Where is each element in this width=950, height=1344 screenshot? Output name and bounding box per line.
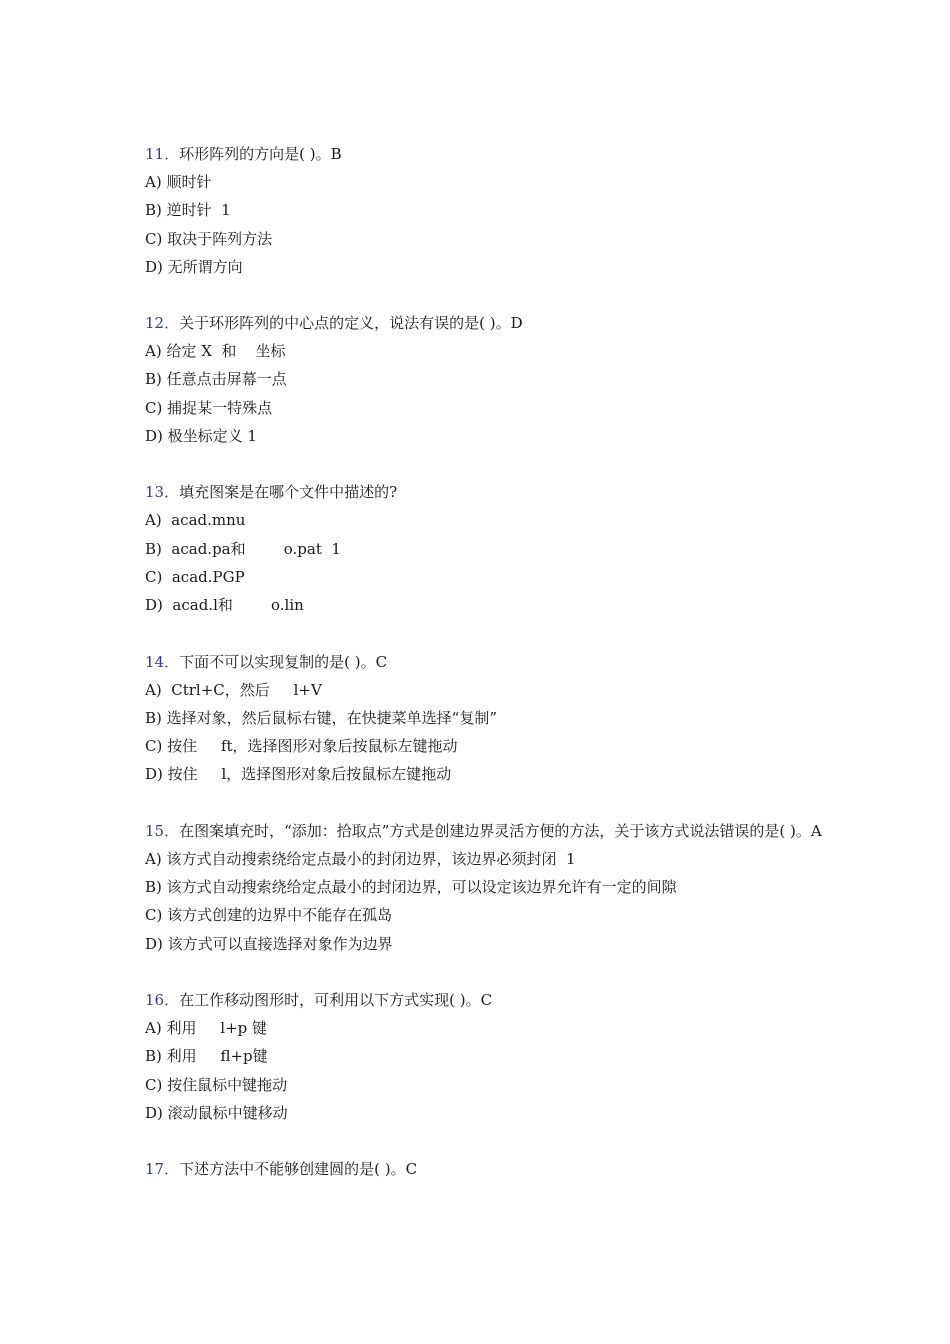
question-number: 15． (145, 821, 180, 840)
option-d: D) 该方式可以直接选择对象作为边界 (145, 934, 393, 953)
option-b: B) 任意点击屏幕一点 (145, 370, 287, 389)
option-b: B) 选择对象，然后鼠标右键，在快捷菜单选择“复制” (145, 708, 497, 727)
option-d: D) 无所谓方向 (145, 257, 243, 276)
option-a: A) 该方式自动搜索绕给定点最小的封闭边界，该边界必须封闭 1 (145, 849, 576, 868)
question-title (145, 986, 825, 1014)
option-c: C) 取决于阵列方法 (145, 229, 273, 248)
question-title (145, 817, 825, 845)
question-11 (145, 140, 825, 281)
question-title (145, 478, 825, 506)
question-text: 在工作移动图形时，可利用以下方式实现( )。C (179, 990, 493, 1009)
question-15 (145, 817, 825, 958)
option-b: B) acad.pa和 o.pat 1 (145, 539, 341, 558)
option-a: A) 顺时针 (145, 173, 212, 191)
question-number: 11． (145, 145, 180, 163)
question-number: 17． (145, 1160, 180, 1179)
question-text: 下面不可以实现复制的是( )。C (179, 652, 388, 671)
question-16 (145, 986, 825, 1127)
question-text: 下述方法中不能够创建圆的是( )。C (179, 1160, 418, 1179)
question-title (145, 309, 825, 337)
option-b: B) 该方式自动搜索绕给定点最小的封闭边界，可以设定该边界允许有一定的间隙 (145, 878, 677, 897)
question-text: 在图案填充时，“添加：拾取点”方式是创建边界灵活方便的方法，关于该方式说法错误的是( )。A (179, 821, 822, 840)
question-number: 13． (145, 483, 180, 502)
option-c: C) 该方式创建的边界中不能存在孤岛 (145, 906, 393, 925)
question-title (145, 1155, 825, 1183)
question-title (145, 140, 825, 168)
option-d: D) 按住 l，选择图形对象后按鼠标左键拖动 (145, 765, 452, 784)
question-number: 16． (145, 990, 180, 1009)
question-number: 14． (145, 652, 180, 671)
option-d: D) 滚动鼠标中键移动 (145, 1103, 288, 1122)
question-12 (145, 309, 825, 450)
option-d: D) 极坐标定义 1 (145, 427, 257, 446)
option-c: C) 捕捉某一特殊点 (145, 398, 273, 417)
option-a: A) Ctrl+C，然后 l+V (145, 680, 322, 699)
question-title (145, 648, 825, 676)
option-b: B) 逆时针 1 (145, 201, 231, 220)
option-d: D) acad.l和 o.lin (145, 596, 304, 615)
option-c: C) acad.PGP (145, 567, 245, 586)
question-number: 12． (145, 314, 180, 333)
option-a: A) 利用 l+p 键 (145, 1018, 268, 1037)
option-b: B) 利用 fl+p键 (145, 1047, 268, 1066)
question-text: 关于环形阵列的中心点的定义，说法有误的是( )。D (179, 314, 523, 333)
option-a: A) acad.mnu (145, 511, 246, 530)
question-text: 环形阵列的方向是( )。B (179, 145, 342, 163)
option-a: A) 给定 X 和 坐标 (145, 342, 286, 361)
question-17 (145, 1155, 825, 1183)
question-13 (145, 478, 825, 619)
option-c: C) 按住鼠标中键拖动 (145, 1075, 288, 1094)
option-c: C) 按住 ft，选择图形对象后按鼠标左键拖动 (145, 737, 458, 756)
document-page (145, 140, 825, 1211)
question-14 (145, 648, 825, 789)
question-text: 填充图案是在哪个文件中描述的? (179, 483, 398, 502)
